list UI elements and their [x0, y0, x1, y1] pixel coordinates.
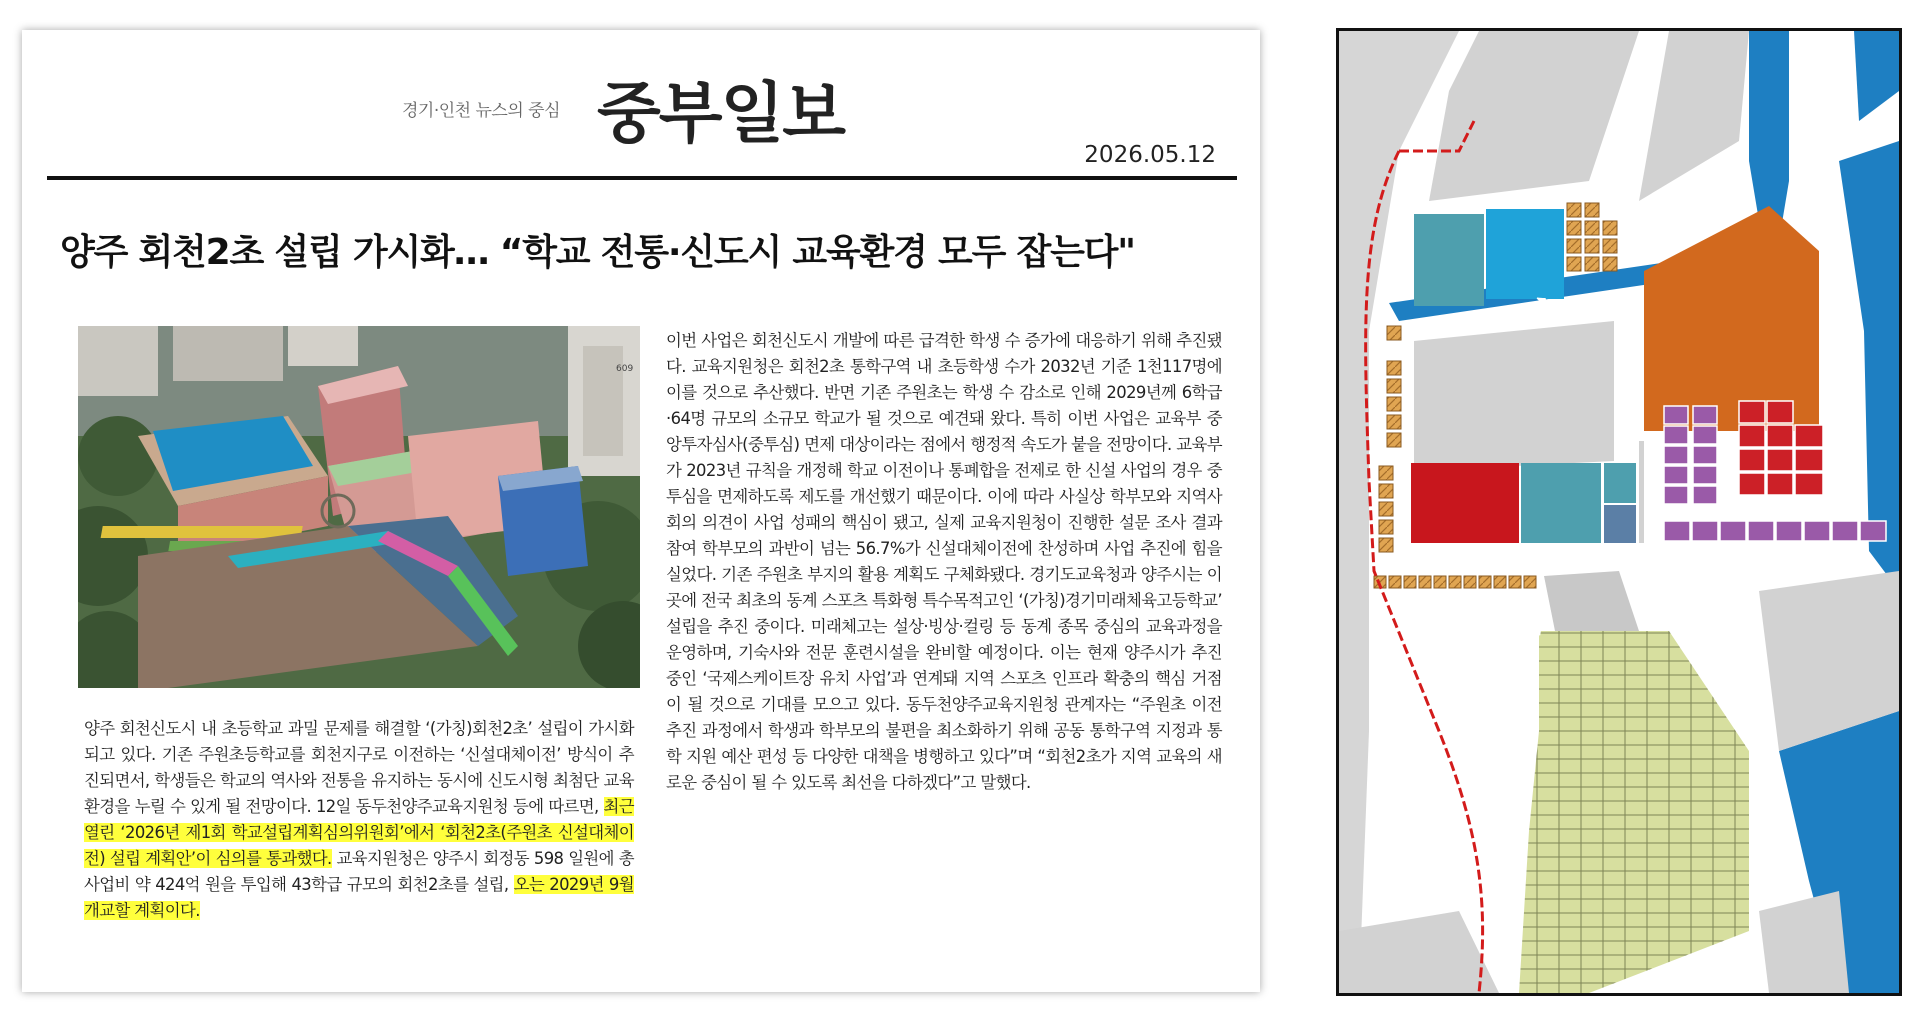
article-column-right: 이번 사업은 회천신도시 개발에 따른 급격한 학생 수 증가에 대응하기 위해 추진됐다. 교육지원청은 회천2초 통학구역 내 초등학생 수가 2032년 기준 1천117명에 이를 것으로 추산했다. 반면 기존 주원초는 학생 수 감소로 인해 2029년께 6학급·64명 규모의 소규모 학교가 될 것으로 예견돼 왔다. 특히 이번 사업은 교육부 중앙투자심사(중투심) 면제 대상이라는 점에서 행정적 속도가 붙을 전망이다. 교육부가 2023년 규칙을 개정해 학교 이전이나 통폐합을 전제로 한 신설 사업의 경우 중투심을 면제하도록 제도를 개선했기 때문이다. 이에 따라 사실상 학부모와 지역사회의 의견이 사업 성패의 핵심이 됐고, 실제 교육지원청이 진행한 설문 조사 결과 참여 학부모의 과반이 넘는 56.7%가 신설대체이전에 찬성하며 사업 추진에 힘을 실었다. 기존 주원초 부지의 활용 계획도 구체화됐다. 경기도교육청과 양주시는 이곳에 전국 최초의 동계 스포츠 특화형 특수목적고인 ‘(가칭)경기미래체육고등학교’ 설립을 추진 중이다. 미래체고는 설상·빙상·컬링 등 동계 종목 중심의 교육과정을 운영하며, 기숙사와 전문 훈련시설을 완비할 예정이다. 이는 현재 양주시가 추진 중인 ‘국제스케이트장 유치 사업’과 연계돼 지역 스포츠 인프라 확충의 핵심 거점이 될 것으로 기대를 모으고 있다. 동두천양주교육지원청 관계자는 “주원초 이전 추진 과정에서 학생과 학부모의 불편을 최소화하기 위해 공동 통학구역 지정과 통학 지원 예산 편성 등 다양한 대책을 병행하고 있다”며 “회천2초가 지역 교육의 새로운 중심이 될 수 있도록 최선을 다하겠다”고 말했다. — [666, 331, 1222, 792]
site-map — [1336, 28, 1902, 996]
article-column-left — [84, 716, 634, 924]
article-left-highlight-1: 최근 열린 ‘2026년 제1회 학교설립계획심의위원회’에서 ‘회천2초(주원초 신설대체이전) 설립 계획안’이 심의를 통과했다. — [84, 797, 634, 868]
masthead-tagline: 경기·인천 뉴스의 중심 — [402, 101, 561, 121]
school-label: 초2 — [1529, 296, 1574, 327]
article-left-highlight-2: 오는 2029년 9월 개교할 계획이다. — [84, 875, 634, 920]
project-site-label: 당 사업지 — [1431, 608, 1545, 639]
article-left-paragraph-2: 교육지원청은 양주시 회정동 598 일원에 총사업비 약 424억 원을 투입해 43학급 규모의 회천2초를 설립, — [84, 849, 634, 894]
article-left-paragraph-1: 양주 회천신도시 내 초등학교 과밀 문제를 해결할 ‘(가칭)회천2초’ 설립이 가시화되고 있다. 기존 주원초등학교를 회천지구로 이전하는 ‘신설대체이전’ 방식이 추진되면서, 학생들은 학교의 역사와 전통을 유지하는 동시에 신도시형 최첨단 교육환경을 누릴 수 있게 될 전망이다. 12일 동두천양주교육지원청 등에 따르면, — [84, 719, 634, 816]
masthead — [22, 30, 1260, 180]
masthead-rule — [47, 176, 1237, 180]
school-parcel-cho2 — [1486, 209, 1564, 299]
newspaper-clipping — [22, 30, 1260, 992]
article-headline: 양주 회천2초 설립 가시화… “학교 전통·신도시 교육환경 모두 잡는다" — [60, 232, 1135, 273]
publish-date: 2026.05.12 — [1084, 142, 1216, 168]
building-number-label: 609 — [616, 364, 634, 374]
teal-parcel — [1414, 214, 1484, 306]
newspaper-logo: 중부일보 — [597, 75, 845, 152]
project-site-parcel — [1411, 463, 1519, 543]
school-aerial-photo — [78, 326, 640, 688]
site-map-drawing — [1339, 31, 1899, 993]
